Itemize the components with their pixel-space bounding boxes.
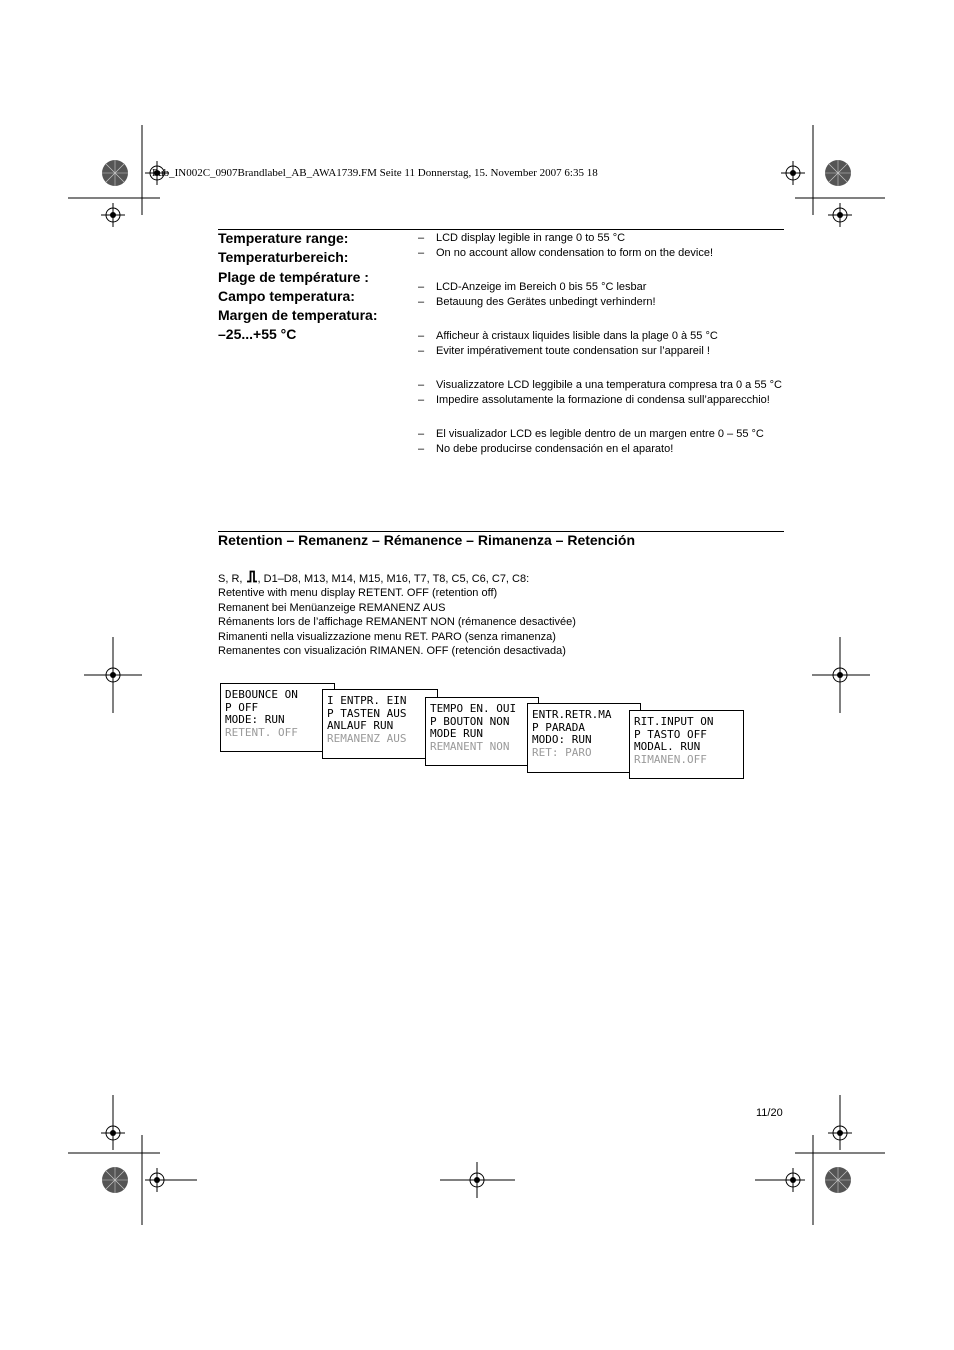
file-header: Pub_IN002C_0907Brandlabel_AB_AWA1739.FM Seite 11 Donnerstag, 15. November 2007 6:35 18 (152, 167, 598, 179)
pulse-relay-icon (246, 570, 258, 583)
temperature-notes (418, 231, 798, 476)
retention-line-de: Remanent bei Menüanzeige REMANENZ AUS (218, 601, 446, 614)
lcd-screen-en: DEBOUNCE ON P OFF MODE: RUN RETENT. OFF (220, 683, 335, 752)
page-number: 11/20 (756, 1107, 783, 1119)
note-line: No debe producirse condensación en el aparato! (436, 443, 674, 456)
note-line: Visualizzatore LCD leggibile a una temperatura compresa tra 0 a 55 °C (436, 379, 782, 392)
retention-line-it: Rimanenti nella visualizzazione menu RET. PARO (senza rimanenza) (218, 630, 556, 643)
note-line: El visualizador LCD es legible dentro de un margen entre 0 – 55 °C (436, 428, 764, 441)
note-line: Impedire assolutamente la formazione di condensa sull’apparecchio! (436, 394, 770, 407)
note-group-es: – El visualizador LCD es legible dentro de un margen entre 0 – 55 °C – No debe producirse condensación en el aparato! (418, 428, 764, 456)
heading-it: Campo temperatura: (218, 287, 355, 304)
heading-de: Temperaturbereich: (218, 249, 349, 266)
note-group-de: – LCD-Anzeige im Bereich 0 bis 55 °C lesbar – Betauung des Gerätes unbedingt verhindern! (418, 281, 656, 308)
lcd-screen-de: I ENTPR. EIN P TASTEN AUS ANLAUF RUN REMANENZ AUS (322, 689, 438, 759)
lcd-screen-it: RIT.INPUT ON P TASTO OFF MODAL. RUN RIMANEN.OFF (629, 710, 744, 779)
note-group-it: – Visualizzatore LCD leggibile a una temperatura compresa tra 0 a 55 °C – Impedire assolutamente la formazione di condensa sull’apparecchio! (418, 379, 782, 407)
note-line: LCD display legible in range 0 to 55 °C (436, 232, 626, 244)
lcd-screen-es: ENTR.RETR.MA P PARADA MODO: RUN RET: PARO (527, 703, 641, 773)
note-line: Betauung des Gerätes unbedingt verhindern! (436, 295, 656, 308)
note-line: Afficheur à cristaux liquides lisible dans la plage 0 à 55 °C (436, 330, 718, 343)
heading-fr: Plage de température : (218, 268, 369, 285)
temperature-headings (218, 229, 408, 345)
retention-line-es: Remanentes con visualización RIMANEN. OFF (retención desactivada) (218, 645, 566, 658)
note-line: On no account allow condensation to form on the device! (436, 246, 714, 259)
lcd-screen-fr: TEMPO EN. OUI P BOUTON NON MODE RUN REMANENT NON (425, 697, 539, 766)
retention-title: Retention – Remanenz – Rémanence – Rimanenza – Retención (218, 532, 636, 548)
note-group-fr: – Afficheur à cristaux liquides lisible dans la plage 0 à 55 °C – Eviter impérativement toute condensation sur l’appareil ! (418, 330, 718, 357)
note-group-en: – LCD display legible in range 0 to 55 °C – On no account allow condensation to form on the device! (418, 232, 714, 259)
heading-en: Temperature range: (218, 230, 349, 246)
retention-line-en: Retentive with menu display RETENT. OFF (retention off) (218, 587, 498, 600)
note-line: LCD-Anzeige im Bereich 0 bis 55 °C lesbar (436, 281, 647, 294)
temperature-range-value: –25...+55 °C (218, 326, 297, 343)
note-line: Eviter impérativement toute condensation sur l’appareil ! (436, 344, 710, 357)
retention-text (218, 570, 576, 658)
retention-line-fr: Rémanents lors de l’affichage REMANENT NON (rémanence desactivée) (218, 616, 576, 629)
heading-es: Margen de temperatura: (218, 307, 378, 324)
operand-list: S, R, , D1–D8, M13, M14, M15, M16, T7, T8, C5, C6, C7, C8: (218, 570, 576, 586)
